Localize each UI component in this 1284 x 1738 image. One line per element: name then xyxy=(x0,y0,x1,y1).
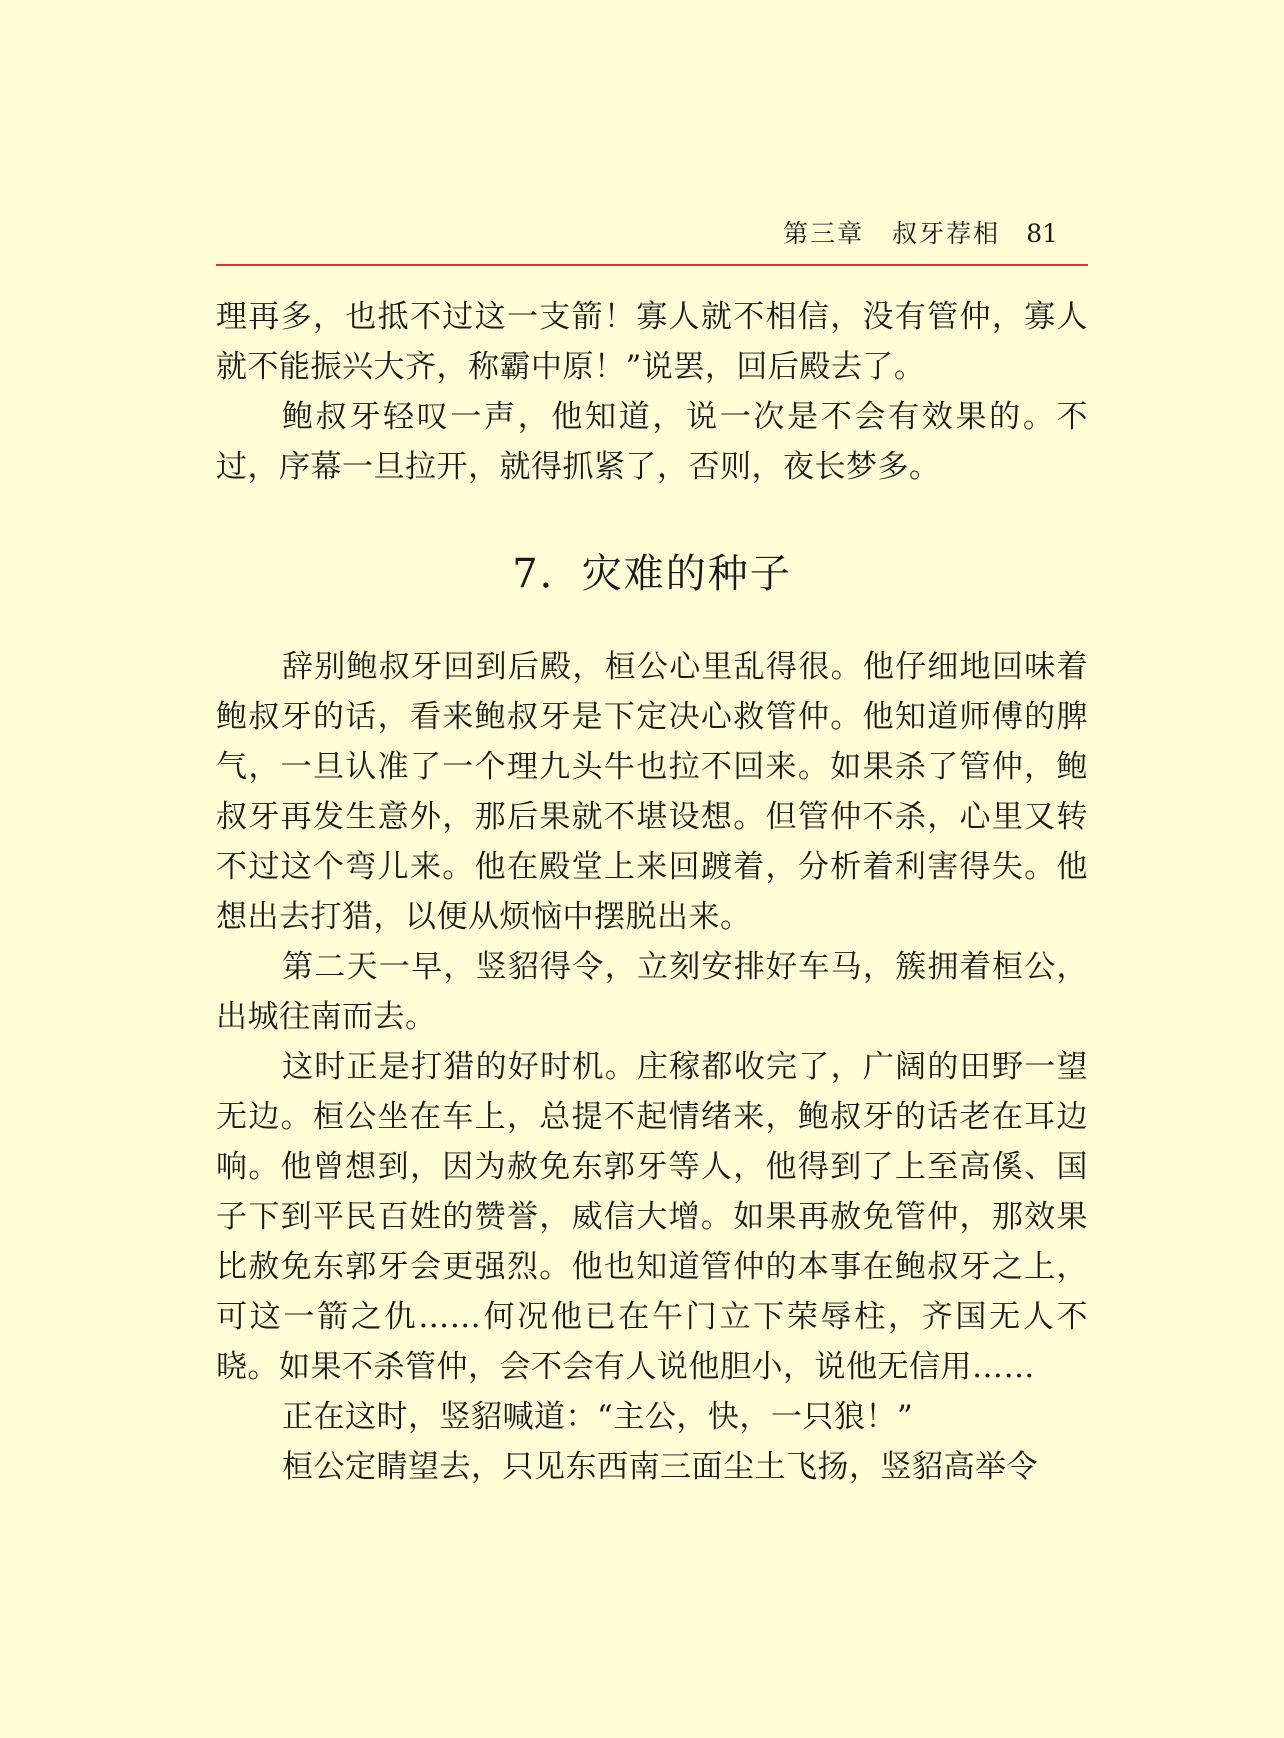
text-block-before xyxy=(216,292,1088,492)
chapter-label: 第三章 xyxy=(783,219,865,248)
paragraph: 鲍叔牙轻叹一声，他知道，说一次是不会有效果的。不过，序幕一旦拉开，就得抓紧了，否则，夜长梦多。 xyxy=(216,399,1088,485)
text-block-after xyxy=(216,642,1088,1492)
paragraph: 理再多，也抵不过这一支箭！寡人就不相信，没有管仲，寡人就不能振兴大齐，称霸中原！”说罢，回后殿去了。 xyxy=(216,299,1088,385)
paragraph: 桓公定睛望去，只见东西南三面尘土飞扬，竖貂高举令 xyxy=(282,1449,1038,1485)
header-rule xyxy=(216,264,1088,266)
chapter-title: 叔牙荐相 xyxy=(892,219,1001,248)
section-title: 7．灾难的种子 xyxy=(512,551,792,597)
paragraph: 第二天一早，竖貂得令，立刻安排好车马，簇拥着桓公，出城往南而去。 xyxy=(216,949,1088,1035)
paragraph: 辞别鲍叔牙回到后殿，桓公心里乱得很。他仔细地回味着鲍叔牙的话，看来鲍叔牙是下定决心救管仲。他知道师傅的脾气，一旦认准了一个理九头牛也拉不回来。如果杀了管仲，鲍叔牙再发生意外，那后果就不堪设想。但管仲不杀，心里又转不过这个弯儿来。他在殿堂上来回踱着，分析着利害得失。他想出去打猎，以便从烦恼中摆脱出来。 xyxy=(216,649,1088,935)
page-number: 81 xyxy=(1026,219,1058,248)
paragraph: 正在这时，竖貂喊道：“主公，快，一只狼！” xyxy=(282,1399,914,1435)
paragraph: 这时正是打猎的好时机。庄稼都收完了，广阔的田野一望无边。桓公坐在车上，总提不起情绪来，鲍叔牙的话老在耳边响。他曾想到，因为赦免东郭牙等人，他得到了上至高傒、国子下到平民百姓的赞誉，威信大增。如果再赦免管仲，那效果比赦免东郭牙会更强烈。他也知道管仲的本事在鲍叔牙之上，可这一箭之仇……何况他已在午门立下荣辱柱，齐国无人不晓。如果不杀管仲，会不会有人说他胆小，说他无信用…… xyxy=(216,1049,1088,1385)
book-page xyxy=(216,0,1088,1738)
running-header xyxy=(783,214,1058,250)
